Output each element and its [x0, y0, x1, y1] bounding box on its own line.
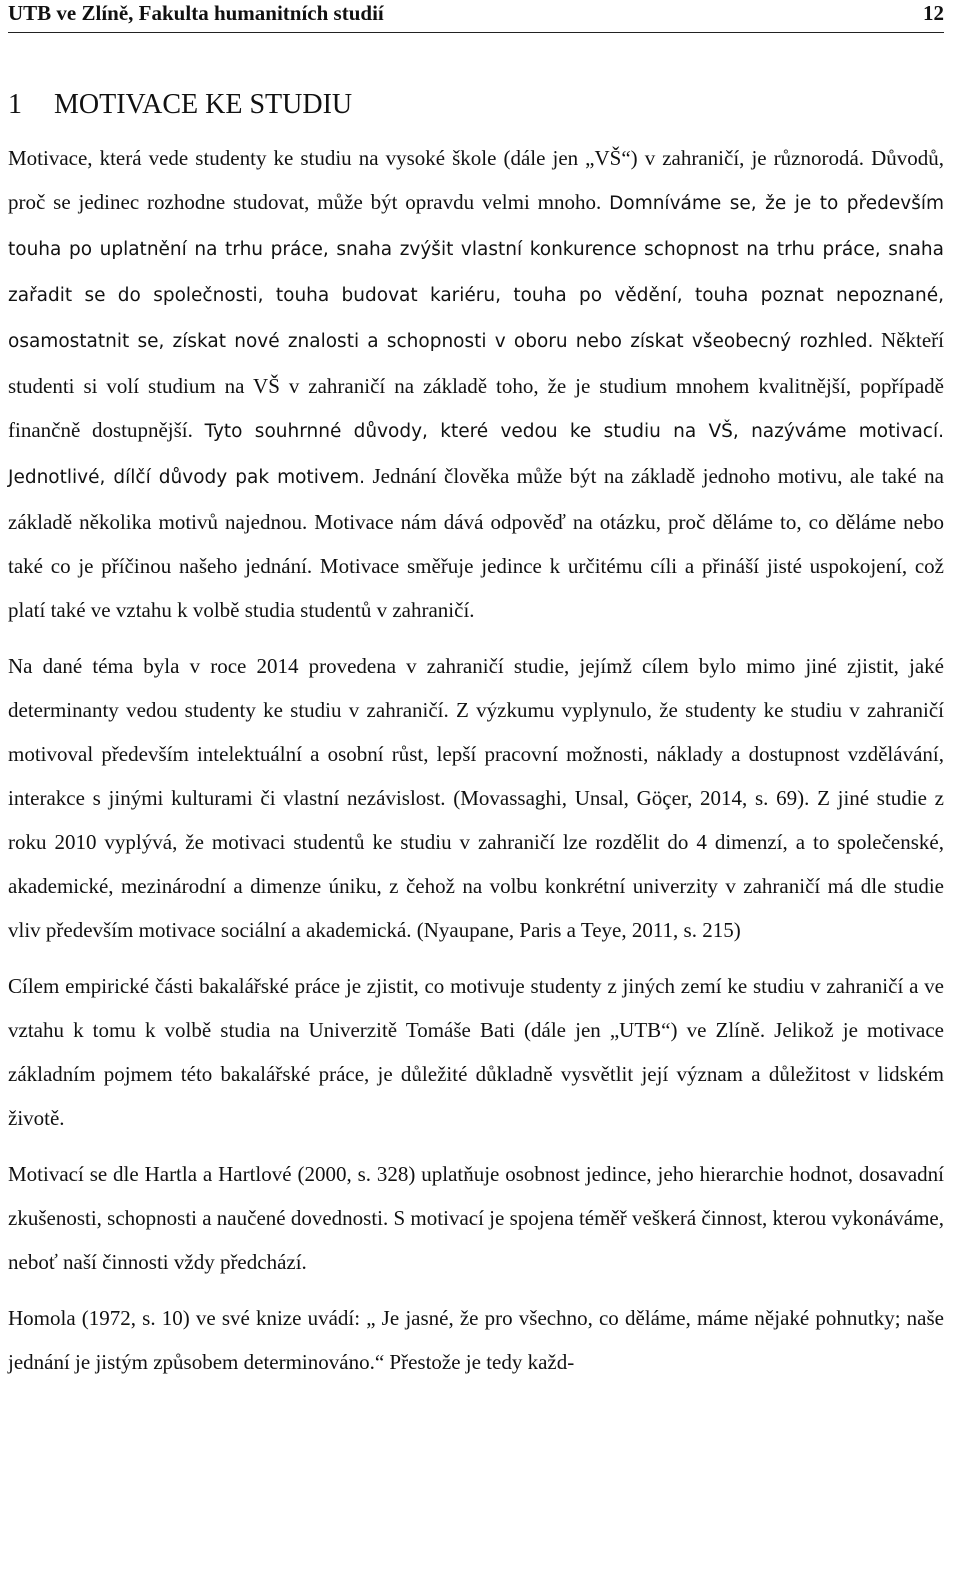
paragraph-1-part-4: Tyto souhrnné důvody, které vedou ke studiu na VŠ, nazýváme motivací. Jednotlivé, dílčí důvody pak motivem. — [8, 421, 944, 488]
paragraph-1-part-3: Někteří studenti si volí studium na VŠ v zahraničí na základě toho, že je studium mnohem kvalitnější, popřípadě finančně dostupnější. — [8, 328, 945, 442]
paragraph-1 — [8, 136, 944, 632]
paragraph-1-part-2: Domníváme se, že je to především touha po uplatnění na trhu práce, snaha zvýšit vlastní konkurence schopnost na trhu práce, snaha zařadit se do společnosti, touha budovat kariéru, touha po vědění, touha poznat nepoznané, osamostatnit se, získat nové znalosti a schopnosti v oboru nebo získat všeobecný rozhled. — [8, 193, 944, 352]
running-header — [8, 0, 944, 33]
chapter-title: MOTIVACE KE STUDIU — [54, 89, 353, 120]
document-page — [8, 0, 944, 1384]
chapter-number: 1 — [8, 89, 22, 120]
paragraph-1-part-5: Jednání člověka může být na základě jednoho motivu, ale také na základě několika motivů najednou. Motivace nám dává odpověď na otázku, proč děláme to, co děláme nebo také co je příčinou našeho jednání. Motivace směřuje jedince k určitému cíli a přináší jisté uspokojení, což platí také ve vztahu k volbě studia studentů v zahraničí. — [8, 464, 944, 622]
paragraph-1-part-1: Motivace, která vede studenty ke studiu na vysoké škole (dále jen „VŠ“) v zahraničí, je různorodá. Důvodů, proč se jedinec rozhodne studovat, může být opravdu velmi mnoho. — [8, 146, 944, 214]
paragraph-2: Na dané téma byla v roce 2014 provedena v zahraničí studie, jejímž cílem bylo mimo jiné zjistit, jaké determinanty vedou studenty ke studiu v zahraničí. Z výzkumu vyplynulo, že studenty ke studiu v zahraničí motivoval především intelektuální a osobní růst, lepší pracovní možnosti, náklady a dostupnost vzdělávání, interakce s jinými kulturami či vlastní nezávislost. (Movassaghi, Unsal, Göçer, 2014, s. 69). Z jiné studie z roku 2010 vyplývá, že motivaci studentů ke studiu v zahraničí lze rozdělit do 4 dimenzí, a to společenské, akademické, mezinárodní a dimenze úniku, z čehož na volbu konkrétní univerzity v zahraničí má dle studie vliv především motivace sociální a akademická. (Nyaupane, Paris a Teye, 2011, s. 215) — [8, 654, 944, 942]
page-number: 12 — [923, 1, 944, 25]
paragraph-3: Cílem empirické části bakalářské práce je zjistit, co motivuje studenty z jiných zemí ke studiu v zahraničí a ve vztahu k tomu k volbě studia na Univerzitě Tomáše Bati (dále jen „UTB“) ve Zlíně. Jelikož je motivace základním pojmem této bakalářské práce, je důležité důkladně vysvětlit její význam a důležitost v lidském životě. — [8, 974, 944, 1130]
paragraph-4: Motivací se dle Hartla a Hartlové (2000, s. 328) uplatňuje osobnost jedince, jeho hierarchie hodnot, dosavadní zkušenosti, schopnosti a naučené dovednosti. S motivací je spojena téměř veškerá činnost, kterou vykonáváme, neboť naší činnosti vždy předchází. — [8, 1162, 945, 1274]
chapter-heading — [8, 88, 944, 122]
header-title: UTB ve Zlíně, Fakulta humanitních studií — [8, 1, 384, 25]
paragraph-5: Homola (1972, s. 10) ve své knize uvádí: „ Je jasné, že pro všechno, co děláme, máme nějaké pohnutky; naše jednání je jistým způsobem determinováno.“ Přestože je tedy každ- — [8, 1306, 944, 1374]
